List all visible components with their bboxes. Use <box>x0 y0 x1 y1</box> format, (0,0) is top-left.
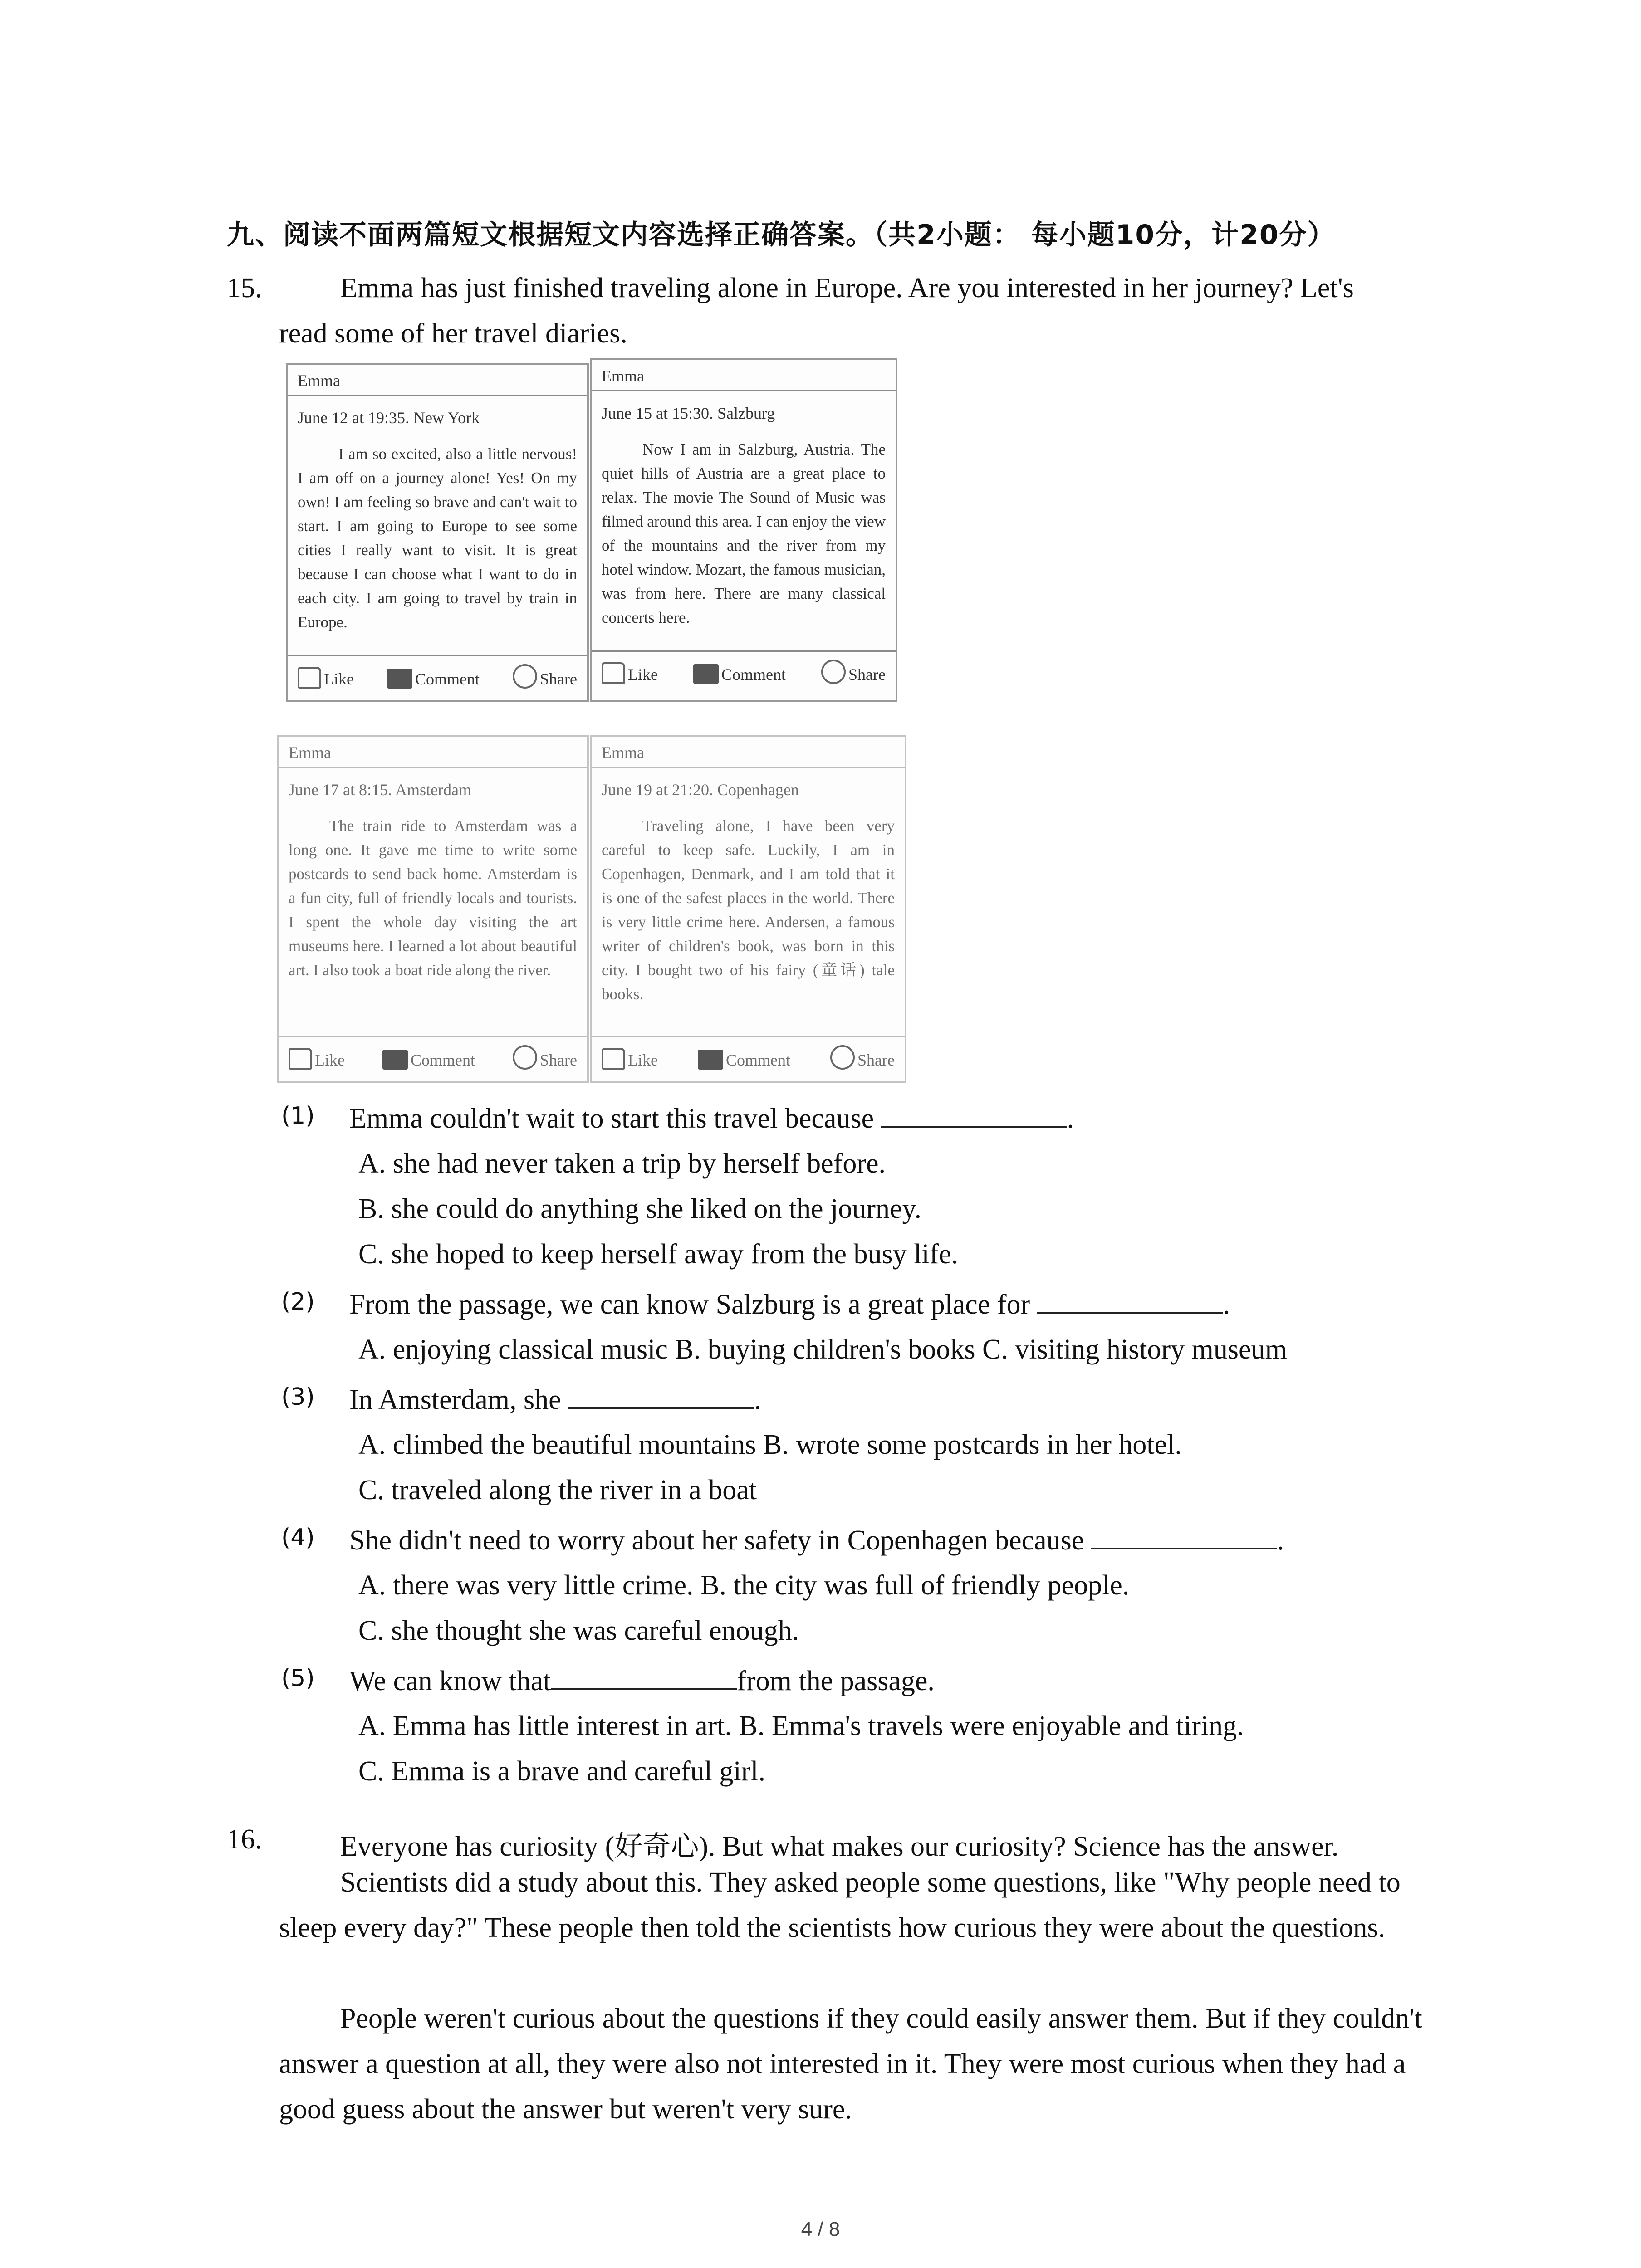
diary-card-amsterdam <box>277 735 589 1083</box>
diary-card-new-york <box>286 363 589 702</box>
share-icon <box>830 1045 855 1070</box>
answer-blank[interactable] <box>568 1383 754 1409</box>
diary-card-salzburg <box>590 358 897 702</box>
sub-question-2-number: (2) <box>281 1288 315 1315</box>
answer-blank[interactable] <box>551 1665 737 1690</box>
comment-button[interactable]: Comment <box>387 664 480 689</box>
share-button[interactable]: Share <box>513 664 577 689</box>
thumbs-up-icon <box>602 1048 625 1070</box>
diary-card-copenhagen <box>590 735 906 1083</box>
diary-author: Emma <box>602 367 644 385</box>
comment-button[interactable]: Comment <box>382 1045 475 1070</box>
diary-actions <box>298 664 577 689</box>
question-16-line1: Everyone has curiosity (好奇心). But what makes our curiosity? Science has the answer. <box>340 1831 1339 1862</box>
sub-question-3-number: (3) <box>281 1383 315 1411</box>
diary-date: June 17 at 8:15. Amsterdam <box>289 781 471 799</box>
sub-question-5-stem: We can know that from the passage. <box>349 1666 935 1696</box>
comment-icon <box>387 669 412 689</box>
sub-question-2-options: A. enjoying classical music B. buying children's books C. visiting history museum <box>358 1334 1287 1365</box>
question-16-number: 16. <box>227 1824 262 1855</box>
like-button[interactable]: Like <box>298 664 354 689</box>
diary-actions <box>289 1045 577 1070</box>
share-button[interactable]: Share <box>513 1045 577 1070</box>
like-button[interactable]: Like <box>289 1045 345 1070</box>
share-icon <box>513 1045 537 1070</box>
diary-author: Emma <box>602 743 644 762</box>
sub-question-5-option-c: C. Emma is a brave and careful girl. <box>358 1756 765 1787</box>
question-15-intro-line2: read some of her travel diaries. <box>279 318 627 349</box>
diary-date: June 19 at 21:20. Copenhagen <box>602 781 799 799</box>
sub-question-3-option-c: C. traveled along the river in a boat <box>358 1475 757 1505</box>
sub-question-4-option-c: C. she thought she was careful enough. <box>358 1615 799 1646</box>
diary-text: I am so excited, also a little nervous! I am off on a journey alone! Yes! On my own! I am feeling so brave and can't wait to start. I am going to Europe to see some cities I really want to visit. It is great because I can choose what I want to do in each city. I am going to travel by train in Europe. <box>298 445 577 631</box>
question-16-paragraph-2: Scientists did a study about this. They asked people some questions, like "Why people need to sleep every day?" These people then told the scientists how curious they were about the questions. <box>279 1867 1401 1943</box>
answer-blank[interactable] <box>881 1102 1067 1128</box>
page-number: 4 / 8 <box>801 2218 840 2240</box>
diary-actions <box>602 1045 895 1070</box>
share-button[interactable]: Share <box>821 660 886 684</box>
sub-question-2-stem: From the passage, we can know Salzburg is a great place for . <box>349 1289 1230 1320</box>
diary-date: June 15 at 15:30. Salzburg <box>602 404 775 422</box>
thumbs-up-icon <box>298 667 321 689</box>
thumbs-up-icon <box>602 662 625 684</box>
sub-question-3-options-ab: A. climbed the beautiful mountains B. wrote some postcards in her hotel. <box>358 1429 1182 1460</box>
sub-question-5-number: (5) <box>281 1665 315 1692</box>
answer-blank[interactable] <box>1091 1524 1277 1549</box>
sub-question-4-number: (4) <box>281 1524 315 1551</box>
question-16-paragraph-3: People weren't curious about the questions if they could easily answer them. But if they couldn't answer a question at all, they were also not interested in it. They were most curious when they had a good guess about the answer but weren't very sure. <box>279 2003 1422 2125</box>
like-button[interactable]: Like <box>602 1045 658 1070</box>
question-15-number: 15. <box>227 273 262 303</box>
sub-question-3-stem: In Amsterdam, she . <box>349 1384 761 1415</box>
like-button[interactable]: Like <box>602 660 658 684</box>
diary-text: Traveling alone, I have been very careful to keep safe. Luckily, I am in Copenhagen, Denmark, and I am told that it is one of the safest places in the world. There is very little crime here. Andersen, a famous writer of children's book, was born in this city. I bought two of his fairy (童话) tale books. <box>602 817 895 1003</box>
sub-question-1-option-b: B. she could do anything she liked on the journey. <box>358 1193 921 1224</box>
diary-author: Emma <box>298 371 340 390</box>
comment-icon <box>382 1050 408 1070</box>
share-icon <box>513 664 537 689</box>
sub-question-4-options-ab: A. there was very little crime. B. the city was full of friendly people. <box>358 1570 1130 1601</box>
sub-question-1-option-a: A. she had never taken a trip by herself before. <box>358 1148 886 1179</box>
travel-diaries <box>272 358 916 1084</box>
diary-author: Emma <box>289 743 331 762</box>
comment-icon <box>698 1050 723 1070</box>
sub-question-1-number: (1) <box>281 1102 315 1129</box>
comment-button[interactable]: Comment <box>698 1045 790 1070</box>
diary-text: Now I am in Salzburg, Austria. The quiet hills of Austria are a great place to relax. The movie The Sound of Music was filmed around this area. I can enjoy the view of the mountains and the river from my hotel window. Mozart, the famous musician, was from here. There are many classical concerts here. <box>602 440 886 626</box>
question-15-intro-line1: Emma has just finished traveling alone in Europe. Are you interested in her journey? Let's <box>340 273 1354 303</box>
sub-question-5-options-ab: A. Emma has little interest in art. B. Emma's travels were enjoyable and tiring. <box>358 1711 1244 1741</box>
diary-actions <box>602 660 886 684</box>
sub-question-4-stem: She didn't need to worry about her safety in Copenhagen because . <box>349 1525 1284 1556</box>
answer-blank[interactable] <box>1037 1288 1223 1314</box>
share-button[interactable]: Share <box>830 1045 895 1070</box>
section-title: 九、阅读不面两篇短文根据短文内容选择正确答案。（共2小题： 每小题10分，计20分） <box>227 219 1336 251</box>
diary-text: The train ride to Amsterdam was a long one. It gave me time to write some postcards to send back home. Amsterdam is a fun city, full of friendly locals and tourists. I spent the whole day visiting the art museums here. I learned a lot about beautiful art. I also took a boat ride along the river. <box>289 817 577 979</box>
comment-button[interactable]: Comment <box>693 660 786 684</box>
comment-icon <box>693 664 719 684</box>
sub-question-1-option-c: C. she hoped to keep herself away from the busy life. <box>358 1239 959 1270</box>
diary-date: June 12 at 19:35. New York <box>298 409 480 427</box>
thumbs-up-icon <box>289 1048 312 1070</box>
sub-question-1-stem: Emma couldn't wait to start this travel because . <box>349 1103 1074 1134</box>
share-icon <box>821 660 846 684</box>
